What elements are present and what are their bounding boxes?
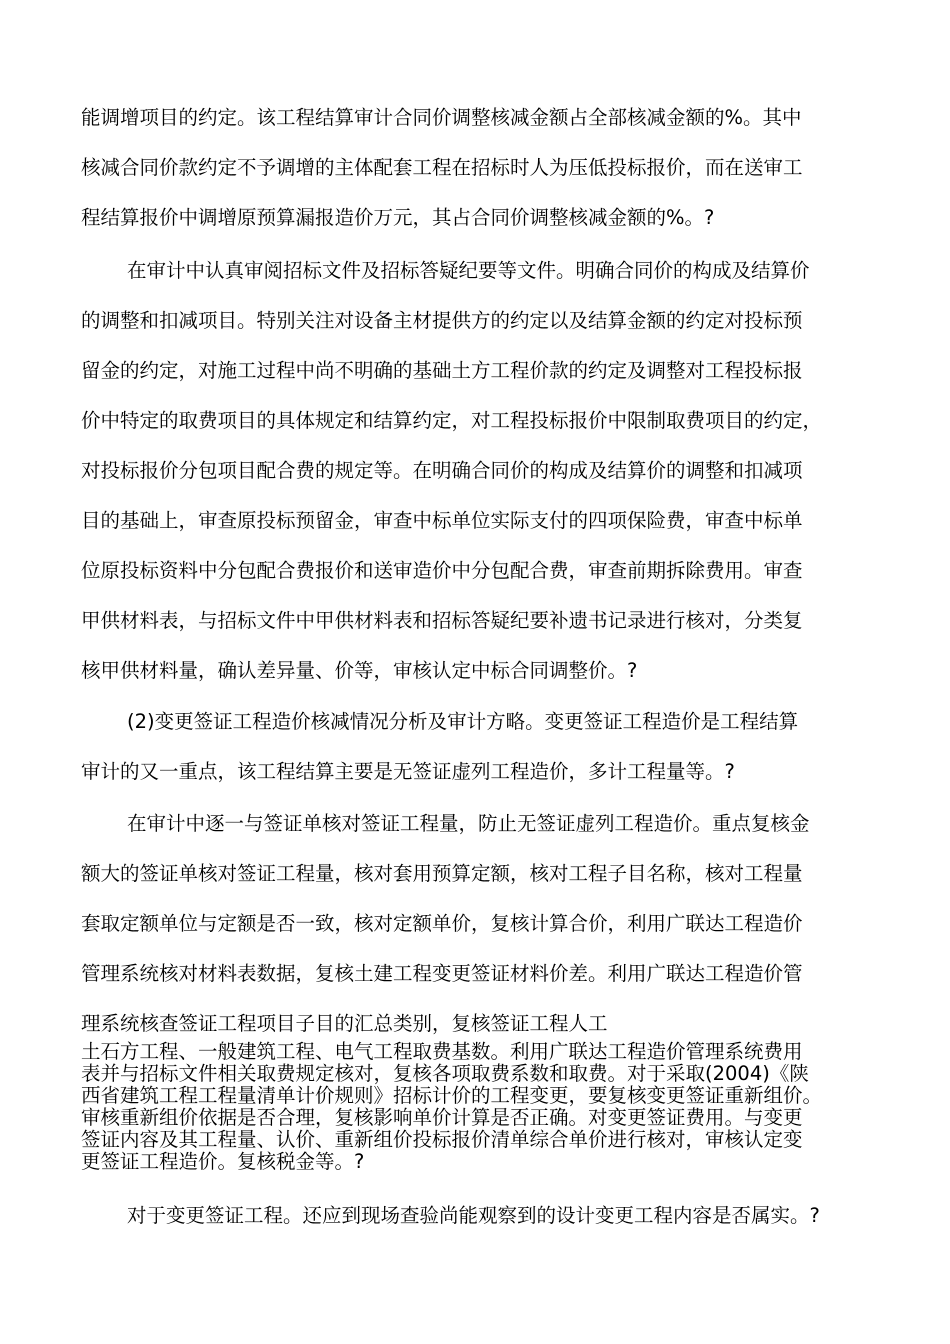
text-line: 能调增项目的约定。该工程结算审计合同价调整核减金额占全部核减金额的%。其中 — [81, 106, 802, 129]
text-line: 表并与招标文件相关取费规定核对，复核各项取费系数和取费。对于采取(2004)《陕 — [81, 1062, 809, 1085]
text-line: 在审计中认真审阅招标文件及招标答疑纪要等文件。明确合同价的构成及结算价 — [127, 259, 810, 282]
text-line: 额大的签证单核对签证工程量，核对套用预算定额，核对工程子目名称，核对工程量 — [81, 862, 803, 885]
text-line: 土石方工程、一般建筑工程、电气工程取费基数。利用广联达工程造价管理系统费用 — [81, 1040, 803, 1063]
text-line: 审核重新组价依据是否合理，复核影响单价计算是否正确。对变更签证费用。与变更 — [81, 1106, 803, 1129]
text-line: 对于变更签证工程。还应到现场查验尚能观察到的设计变更工程内容是否属实。? — [127, 1204, 820, 1227]
text-line: 价中特定的取费项目的具体规定和结算约定，对工程投标报价中限制取费项目的约定， — [81, 409, 823, 432]
text-line: 理系统核查签证工程项目子目的汇总类别，复核签证工程人工 — [81, 1012, 608, 1035]
text-line: 管理系统核对材料表数据，复核土建工程变更签证材料价差。利用广联达工程造价管 — [81, 962, 803, 985]
text-line: 位原投标资料中分包配合费报价和送审造价中分包配合费，审查前期拆除费用。审查 — [81, 559, 803, 582]
text-line: 对投标报价分包项目配合费的规定等。在明确合同价的构成及结算价的调整和扣减项 — [81, 459, 803, 482]
text-line: 程结算报价中调增原预算漏报造价万元，其占合同价调整核减金额的%。? — [81, 206, 715, 229]
text-line: 留金的约定，对施工过程中尚不明确的基础土方工程价款的约定及调整对工程投标报 — [81, 359, 803, 382]
text-line: 目的基础上，审查原投标预留金，审查中标单位实际支付的四项保险费，审查中标单 — [81, 509, 803, 532]
text-line: 审计的又一重点，该工程结算主要是无签证虚列工程造价，多计工程量等。? — [81, 760, 735, 783]
text-line: 套取定额单位与定额是否一致，核对定额单价，复核计算合价，利用广联达工程造价 — [81, 912, 803, 935]
text-line: 核减合同价款约定不予调增的主体配套工程在招标时人为压低投标报价，而在送审工 — [81, 156, 803, 179]
text-line: 在审计中逐一与签证单核对签证工程量，防止无签证虚列工程造价。重点复核金 — [127, 812, 810, 835]
text-line: (2)变更签证工程造价核减情况分析及审计方略。变更签证工程造价是工程结算 — [127, 710, 799, 733]
text-line: 西省建筑工程工程量清单计价规则》招标计价的工程变更，要复核变更签证重新组价。 — [81, 1084, 823, 1107]
text-line: 签证内容及其工程量、认价、重新组价投标报价清单综合单价进行核对，审核认定变 — [81, 1128, 803, 1151]
text-line: 更签证工程造价。复核税金等。? — [81, 1150, 365, 1173]
text-line: 核甲供材料量，确认差异量、价等，审核认定中标合同调整价。? — [81, 659, 638, 682]
text-line: 的调整和扣减项目。特别关注对设备主材提供方的约定以及结算金额的约定对投标预 — [81, 309, 803, 332]
text-line: 甲供材料表，与招标文件中甲供材料表和招标答疑纪要补遗书记录进行核对，分类复 — [81, 609, 803, 632]
